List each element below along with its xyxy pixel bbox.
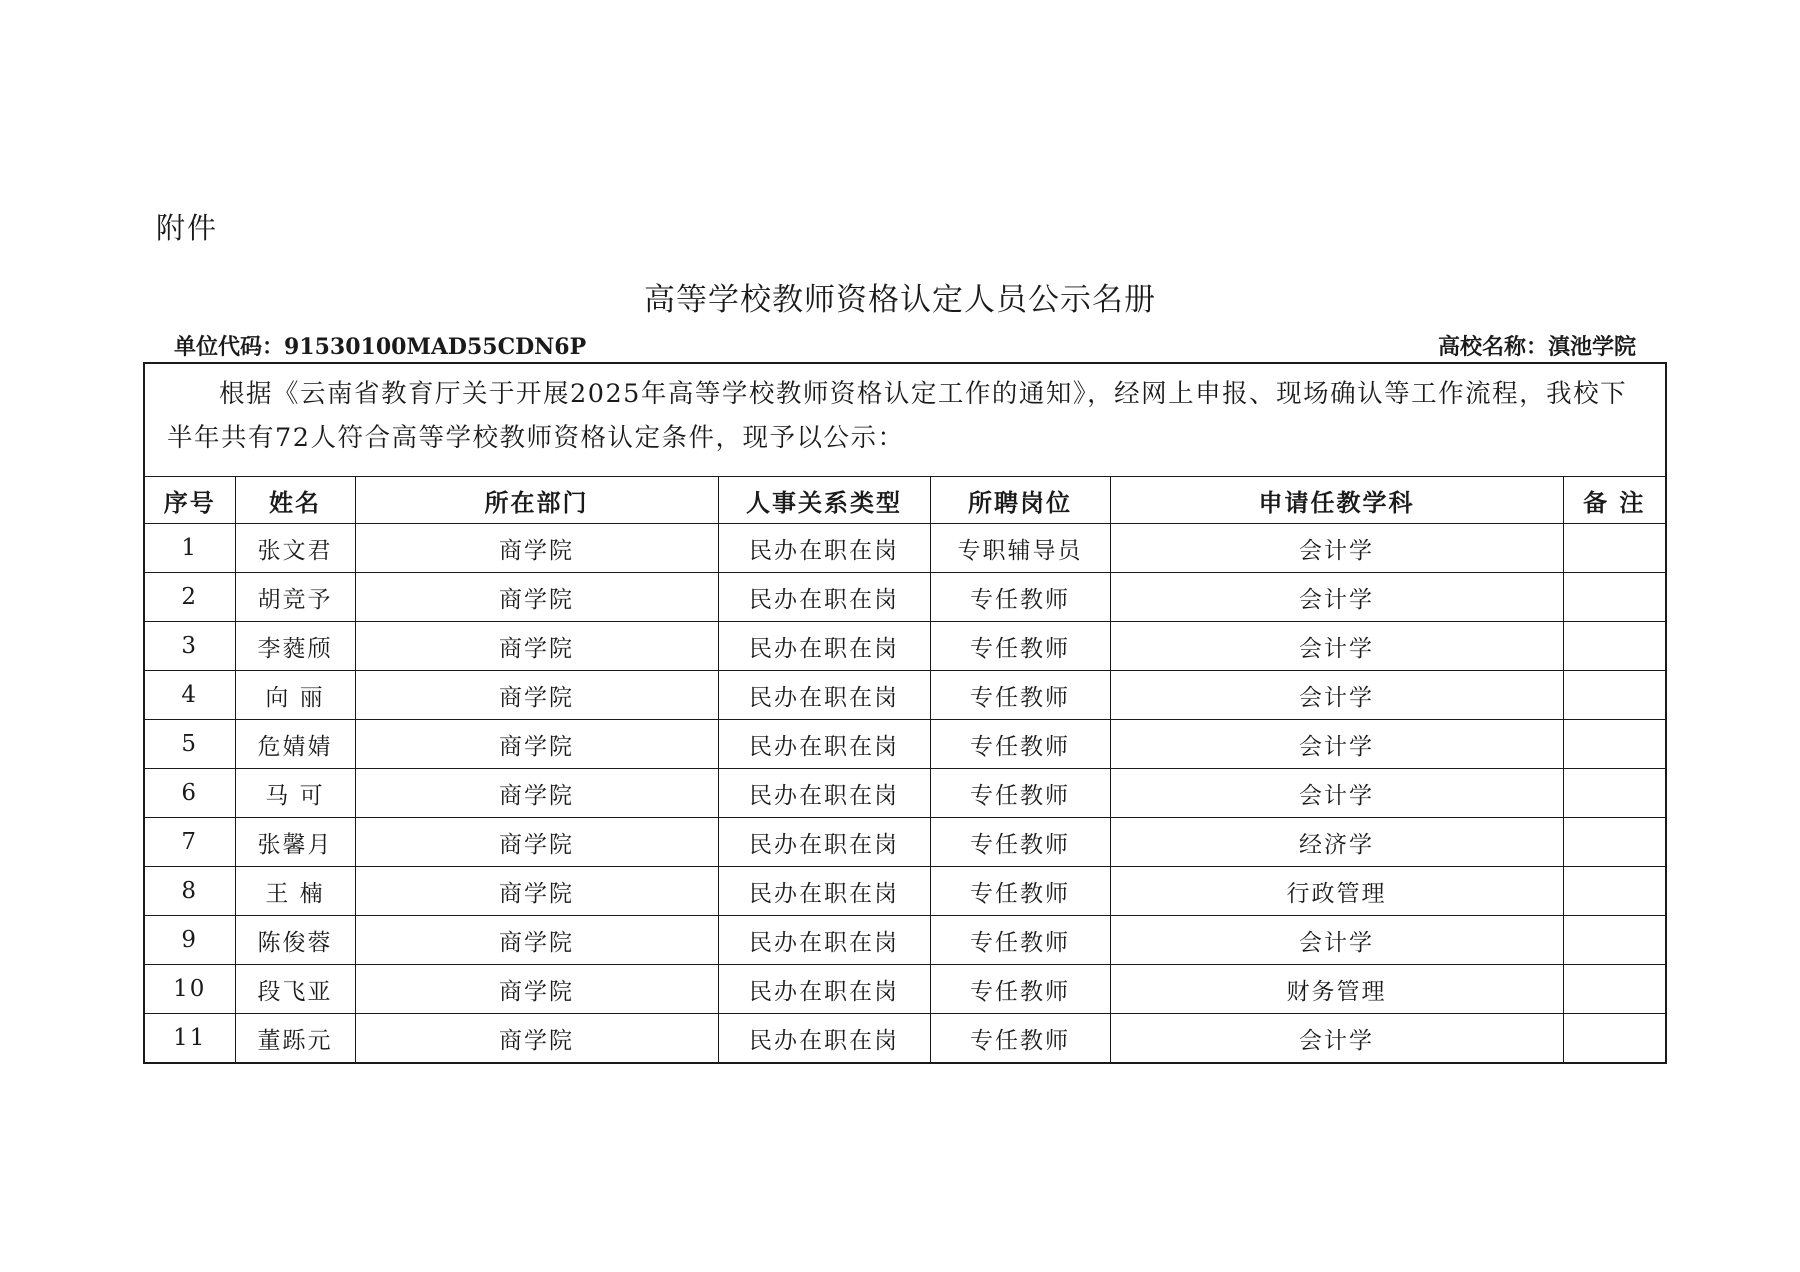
- cell-position: 专任教师: [930, 818, 1110, 867]
- intro-cell: [144, 363, 1666, 477]
- cell-subject: 会计学: [1110, 524, 1563, 573]
- header-subject: 申请任教学科: [1110, 477, 1563, 524]
- cell-department: 商学院: [355, 1014, 718, 1064]
- cell-department: 商学院: [355, 965, 718, 1014]
- cell-index: 4: [144, 671, 235, 720]
- cell-position: 专任教师: [930, 867, 1110, 916]
- unit-code: 单位代码：91530100MAD55CDN6P: [174, 334, 587, 360]
- cell-department: 商学院: [355, 524, 718, 573]
- cell-remarks: [1563, 867, 1666, 916]
- cell-name: 向 丽: [235, 671, 355, 720]
- cell-name: 张文君: [235, 524, 355, 573]
- cell-employment-type: 民办在职在岗: [718, 818, 930, 867]
- cell-index: 5: [144, 720, 235, 769]
- cell-index: 7: [144, 818, 235, 867]
- cell-department: 商学院: [355, 720, 718, 769]
- cell-remarks: [1563, 720, 1666, 769]
- header-name: 姓名: [235, 477, 355, 524]
- table-row: [144, 1014, 1666, 1064]
- table-row: [144, 965, 1666, 1014]
- cell-index: 3: [144, 622, 235, 671]
- cell-remarks: [1563, 769, 1666, 818]
- cell-name: 马 可: [235, 769, 355, 818]
- cell-department: 商学院: [355, 769, 718, 818]
- cell-index: 8: [144, 867, 235, 916]
- cell-subject: 会计学: [1110, 573, 1563, 622]
- cell-position: 专任教师: [930, 1014, 1110, 1064]
- attachment-label: 附件: [156, 211, 219, 245]
- cell-subject: 会计学: [1110, 720, 1563, 769]
- cell-position: 专职辅导员: [930, 524, 1110, 573]
- cell-name: 董跞元: [235, 1014, 355, 1064]
- cell-subject: 经济学: [1110, 818, 1563, 867]
- cell-position: 专任教师: [930, 573, 1110, 622]
- header-department: 所在部门: [355, 477, 718, 524]
- cell-remarks: [1563, 573, 1666, 622]
- cell-position: 专任教师: [930, 671, 1110, 720]
- cell-remarks: [1563, 916, 1666, 965]
- cell-remarks: [1563, 818, 1666, 867]
- cell-remarks: [1563, 524, 1666, 573]
- cell-index: 9: [144, 916, 235, 965]
- roster-table: [143, 362, 1667, 1064]
- cell-subject: 会计学: [1110, 622, 1563, 671]
- cell-name: 危婧婧: [235, 720, 355, 769]
- cell-employment-type: 民办在职在岗: [718, 1014, 930, 1064]
- cell-remarks: [1563, 1014, 1666, 1064]
- cell-department: 商学院: [355, 916, 718, 965]
- cell-employment-type: 民办在职在岗: [718, 622, 930, 671]
- cell-position: 专任教师: [930, 622, 1110, 671]
- cell-name: 胡竞予: [235, 573, 355, 622]
- cell-name: 王 楠: [235, 867, 355, 916]
- table-row: [144, 622, 1666, 671]
- cell-position: 专任教师: [930, 965, 1110, 1014]
- cell-employment-type: 民办在职在岗: [718, 867, 930, 916]
- cell-subject: 财务管理: [1110, 965, 1563, 1014]
- header-position: 所聘岗位: [930, 477, 1110, 524]
- cell-index: 10: [144, 965, 235, 1014]
- cell-index: 1: [144, 524, 235, 573]
- cell-subject: 会计学: [1110, 916, 1563, 965]
- cell-department: 商学院: [355, 671, 718, 720]
- cell-department: 商学院: [355, 622, 718, 671]
- header-employment-type: 人事关系类型: [718, 477, 930, 524]
- cell-name: 段飞亚: [235, 965, 355, 1014]
- cell-department: 商学院: [355, 573, 718, 622]
- table-header-row: [144, 477, 1666, 524]
- header-index: 序号: [144, 477, 235, 524]
- table-row: [144, 573, 1666, 622]
- cell-position: 专任教师: [930, 916, 1110, 965]
- table-row: [144, 769, 1666, 818]
- cell-employment-type: 民办在职在岗: [718, 916, 930, 965]
- cell-subject: 会计学: [1110, 671, 1563, 720]
- cell-index: 6: [144, 769, 235, 818]
- cell-position: 专任教师: [930, 769, 1110, 818]
- table-row: [144, 867, 1666, 916]
- cell-employment-type: 民办在职在岗: [718, 524, 930, 573]
- cell-department: 商学院: [355, 818, 718, 867]
- cell-subject: 会计学: [1110, 1014, 1563, 1064]
- cell-employment-type: 民办在职在岗: [718, 573, 930, 622]
- cell-name: 陈俊蓉: [235, 916, 355, 965]
- cell-employment-type: 民办在职在岗: [718, 965, 930, 1014]
- cell-subject: 会计学: [1110, 769, 1563, 818]
- cell-position: 专任教师: [930, 720, 1110, 769]
- intro-text: 根据《云南省教育厅关于开展2025年高等学校教师资格认定工作的通知》，经网上申报、现场确认等工作流程，我校下半年共有72人符合高等学校教师资格认定条件，现予以公示：: [167, 379, 1628, 453]
- intro-row: [144, 363, 1666, 477]
- cell-employment-type: 民办在职在岗: [718, 671, 930, 720]
- table-row: [144, 720, 1666, 769]
- cell-employment-type: 民办在职在岗: [718, 720, 930, 769]
- cell-subject: 行政管理: [1110, 867, 1563, 916]
- table-row: [144, 524, 1666, 573]
- cell-remarks: [1563, 671, 1666, 720]
- cell-department: 商学院: [355, 867, 718, 916]
- cell-index: 11: [144, 1014, 235, 1064]
- school-name: 高校名称：滇池学院: [1437, 334, 1636, 360]
- cell-name: 张馨月: [235, 818, 355, 867]
- table-row: [144, 671, 1666, 720]
- cell-remarks: [1563, 965, 1666, 1014]
- cell-employment-type: 民办在职在岗: [718, 769, 930, 818]
- document-title: 高等学校教师资格认定人员公示名册: [644, 282, 1156, 318]
- header-remarks: 备 注: [1563, 477, 1666, 524]
- table-row: [144, 916, 1666, 965]
- cell-name: 李蕤颀: [235, 622, 355, 671]
- cell-remarks: [1563, 622, 1666, 671]
- table-row: [144, 818, 1666, 867]
- cell-index: 2: [144, 573, 235, 622]
